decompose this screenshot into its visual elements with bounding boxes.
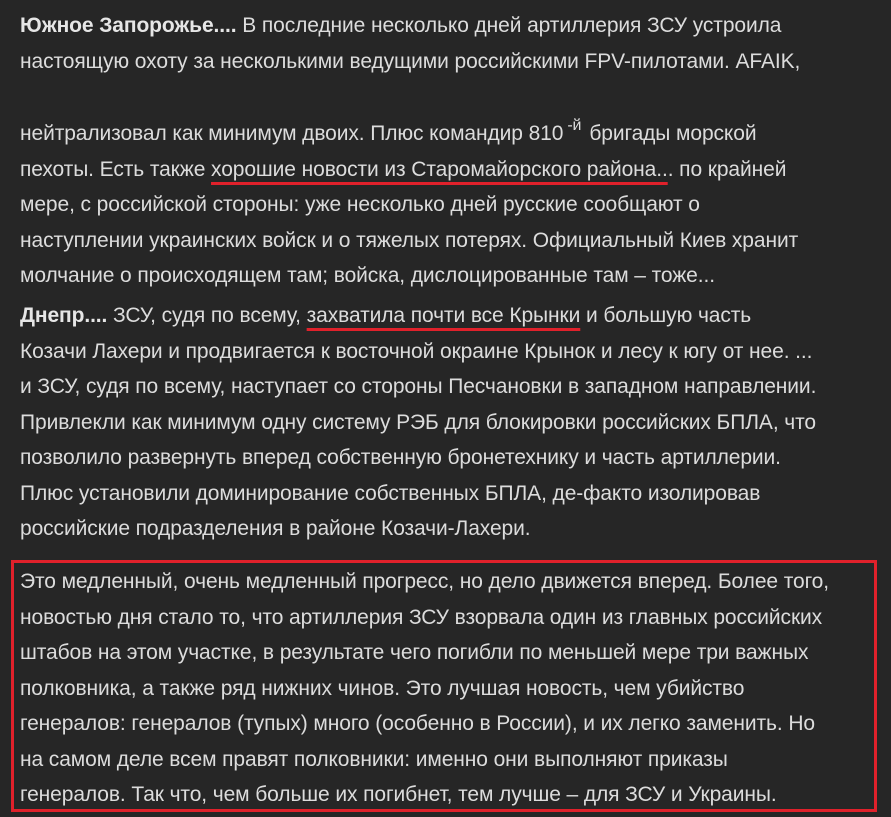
text-fragment: пехоты. Есть также: [20, 157, 212, 181]
text-fragment: бригады морской: [589, 122, 757, 145]
text-line: и ЗСУ, судя по всему, наступает со стороны Песчановки в западном направлении.: [20, 375, 817, 398]
text-line: штабов на этом участке, в результате чего погибли по меньшей мере три важных: [20, 641, 809, 664]
text-line: Это медленный, очень медленный прогресс, но дело движется вперед. Более того,: [20, 570, 829, 593]
text-line: [20, 116, 875, 152]
text-fragment: ЗСУ, судя по всему,: [107, 304, 307, 327]
text-line: молчание о происходящем там; войска, дислоцированные там – тоже...: [20, 264, 715, 287]
text-fragment: . по крайней: [667, 157, 787, 181]
section-heading-dnipro: Днепр....: [20, 304, 108, 327]
text-line: генералов: генералов (тупых) много (особенно в России), и их легко заменить. Но: [20, 712, 815, 735]
text-line: [20, 152, 875, 188]
text-fragment: В последние несколько дней артиллерия ЗСУ устроила: [236, 14, 782, 37]
section-heading-south-zaporizhzhia: Южное Запорожье....: [20, 14, 237, 37]
paragraph-south-zaporizhzhia: [20, 8, 875, 294]
text-line: мере, с российской стороны: уже несколько дней русские сообщают о: [20, 193, 700, 216]
text-line: российские подразделения в районе Козачи-Лахери.: [20, 517, 531, 540]
text-fragment: и большую часть: [580, 304, 752, 327]
underlined-highlight-staromaiorske: хорошие новости из Старомайорского района..: [211, 157, 668, 181]
text-line: новостью дня стало то, что артиллерия ЗСУ взорвала один из главных российских: [20, 605, 823, 629]
text-line: на самом деле всем правят полковники: именно они выполняют приказы: [20, 747, 728, 771]
text-fragment: нейтрализовал как минимум двоих. Плюс командир 810: [20, 122, 564, 145]
text-line: полковника, а также ряд нижних чинов. Это лучшая новость, чем убийство: [20, 676, 745, 700]
paragraph-dnipro: [20, 298, 875, 547]
text-line: Привлекли как минимум одну систему РЭБ для блокировки российских БПЛА, что: [20, 410, 816, 434]
superscript-suffix: -й: [567, 117, 582, 134]
underlined-highlight-krynky: захватила почти все Крынки: [306, 304, 581, 327]
text-line: настоящую охоту за несколькими ведущими российскими FPV-пилотами. AFAIK,: [20, 49, 801, 73]
text-line: [20, 8, 875, 44]
text-line: Козачи Лахери и продвигается к восточной окраине Крынок и лесу к югу от нее. ...: [20, 339, 813, 363]
text-line: позволило развернуть вперед собственную бронетехнику и часть артиллерии.: [20, 446, 781, 469]
text-line: наступлении украинских войск и о тяжелых потерях. Официальный Киев хранит: [20, 228, 799, 252]
text-line: [20, 298, 875, 334]
line-gap: [20, 79, 875, 116]
text-line: Плюс установили доминирование собственных БПЛА, де-факто изолировав: [20, 481, 761, 505]
paragraph-progress: [20, 564, 870, 813]
text-line: генералов. Так что, чем больше их погибнет, тем лучше – для ЗСУ и Украины.: [20, 783, 777, 806]
